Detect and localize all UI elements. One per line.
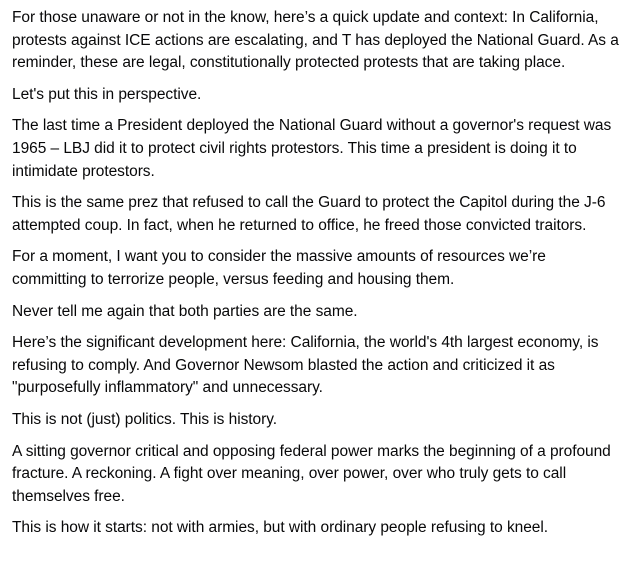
post-paragraph-9: A sitting governor critical and opposing federal power marks the beginning of a profound fracture. A reckoning. A fight over meaning, over power, over who truly gets to call themselves free. <box>12 442 611 505</box>
post-paragraph-4: This is the same prez that refused to call the Guard to protect the Capitol during the J-6 attempted coup. In fact, when he returned to office, he freed those convicted traitors. <box>12 194 606 234</box>
post-paragraph-6: Never tell me again that both parties are the same. <box>12 302 358 320</box>
post-paragraph-3: The last time a President deployed the National Guard without a governor's request was 1965 – LBJ did it to protect civil rights protestors. This time a president is doing it to intimidate protestors. <box>12 117 612 180</box>
post-paragraph-10: This is how it starts: not with armies, but with ordinary people refusing to kneel. <box>12 519 549 537</box>
post-paragraph-1: For those unaware or not in the know, here’s a quick update and context: In California, protests against ICE actions are escalating, and T has deployed the National Guard. As a reminder, these are legal, constitutionally protected protests that are taking place. <box>12 9 619 72</box>
post-paragraph-2: Let's put this in perspective. <box>12 85 202 103</box>
post-paragraph-7: Here’s the significant development here: California, the world's 4th largest economy, is refusing to comply. And Governor Newsom blasted the action and criticized it as "purposefully inflammatory" and unnecessary. <box>12 334 599 397</box>
post-paragraph-8: This is not (just) politics. This is history. <box>12 410 278 428</box>
post-paragraph-5: For a moment, I want you to consider the massive amounts of resources we’re committing to terrorize people, versus feeding and housing them. <box>12 248 546 288</box>
